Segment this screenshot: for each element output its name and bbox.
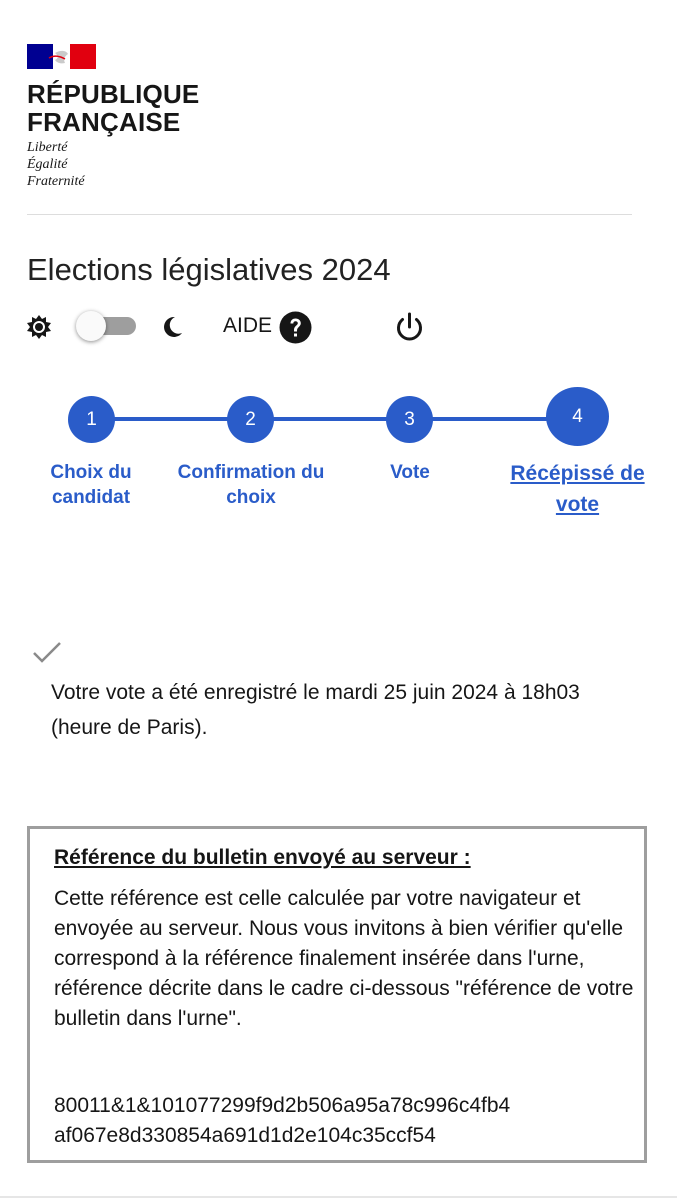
- step-3-circle[interactable]: 3: [386, 396, 433, 443]
- republique-francaise-wordmark: RÉPUBLIQUE FRANÇAISE: [27, 79, 200, 137]
- check-icon: [32, 641, 62, 665]
- marianne-flag-logo: [27, 44, 96, 69]
- reference-description: Cette référence est celle calculée par votre navigateur et envoyée au serveur. Nous vous invitons à bien vérifier qu'elle correspond à la référence finalement insérée dans l'urne, référence décrite dans le cadre ci-dessous "référence de votre bulletin dans l'urne".: [54, 887, 634, 1030]
- bottom-divider: [0, 1196, 677, 1198]
- step-3-label[interactable]: Vote: [390, 462, 430, 483]
- step-4-label[interactable]: Récépissé de vote: [510, 462, 645, 516]
- step-1-label[interactable]: Choix du candidat: [50, 462, 132, 508]
- reference-title: Référence du bulletin envoyé au serveur :: [54, 846, 471, 869]
- moon-icon: [160, 315, 184, 339]
- ballot-reference-value: 80011&1&101077299f9d2b506a95a78c996c4fb4 af067e8d330854a691d1d2e104c35ccf54: [54, 1094, 511, 1147]
- toggle-knob: [76, 311, 106, 341]
- step-4-circle[interactable]: 4: [546, 387, 609, 446]
- header-divider: [27, 214, 632, 215]
- step-2-circle[interactable]: 2: [227, 396, 274, 443]
- question-circle-icon[interactable]: [279, 311, 312, 344]
- theme-toggle[interactable]: [76, 311, 136, 341]
- page-title: Elections législatives 2024: [27, 252, 391, 287]
- sun-icon: [26, 314, 52, 340]
- stepper-connector-3: [431, 417, 553, 421]
- stepper-connector-2: [272, 417, 389, 421]
- step-1-circle[interactable]: 1: [68, 396, 115, 443]
- vote-confirmation-text: Votre vote a été enregistré le mardi 25 juin 2024 à 18h03 (heure de Paris).: [51, 681, 580, 739]
- step-2-label[interactable]: Confirmation du choix: [177, 462, 325, 508]
- help-label[interactable]: AIDE: [223, 314, 273, 337]
- motto: Liberté Égalité Fraternité: [27, 140, 85, 189]
- stepper-connector-1: [113, 417, 230, 421]
- power-icon[interactable]: [393, 311, 426, 344]
